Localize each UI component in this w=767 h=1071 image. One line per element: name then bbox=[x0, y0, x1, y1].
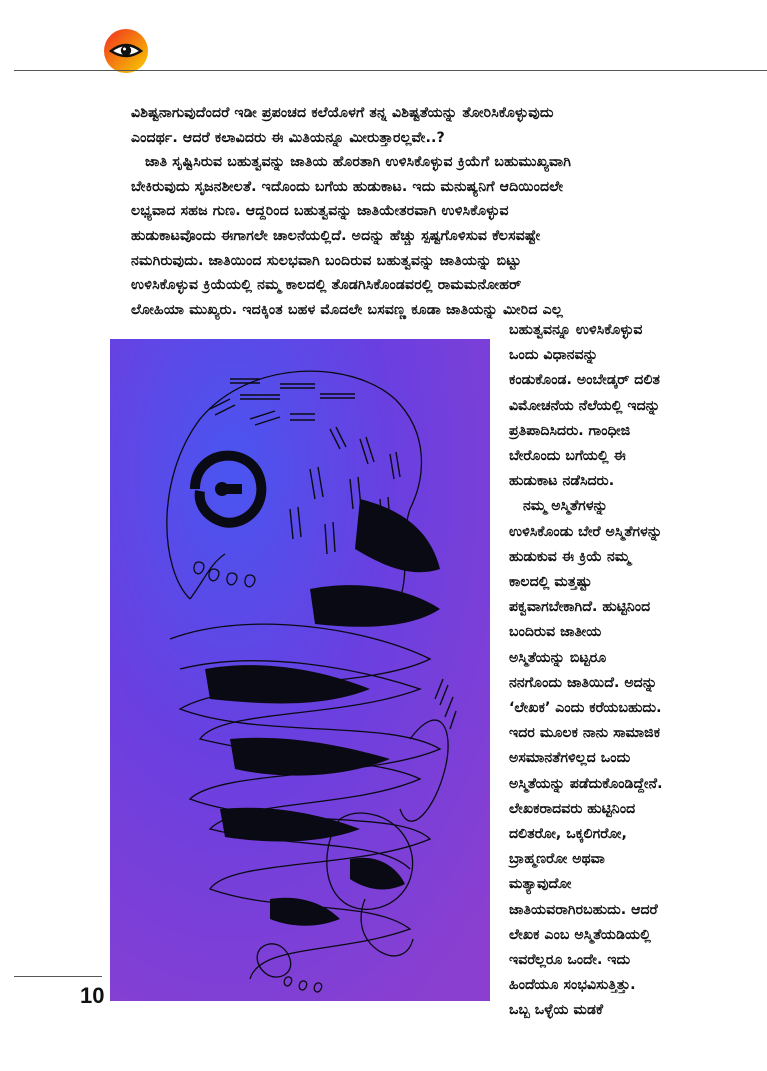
side-line: ಇದರ ಮೂಲಕ ನಾನು ಸಾಮಾಜಿಕ bbox=[509, 725, 661, 742]
side-line: ವಿಮೋಚನೆಯ ನೆಲೆಯಲ್ಲಿ ಇದನ್ನು bbox=[509, 397, 661, 414]
side-line: ಉಳಿಸಿಕೊಂಡು ಬೇರೆ ಅಸ್ಮಿತೆಗಳನ್ನು bbox=[509, 523, 663, 540]
eye-icon bbox=[103, 28, 149, 74]
side-line: ಇವರೆಲ್ಲರೂ ಒಂದೇ. ಇದು bbox=[509, 952, 631, 969]
side-line: ಅಸ್ಮಿತೆಯನ್ನು ಪಡೆದುಕೊಂಡಿದ್ದೇನೆ. bbox=[509, 775, 663, 792]
side-line: ಒಂದು ವಿಧಾನವನ್ನು bbox=[509, 347, 599, 364]
footer-rule bbox=[14, 976, 102, 977]
side-line: ಹುಡುಕುವ ಈ ಕ್ರಿಯೆ ನಮ್ಮ bbox=[509, 548, 631, 565]
body-text bbox=[131, 101, 731, 322]
body-line: ಎಂದರ್ಥ. ಆದರೆ ಕಲಾವಿದರು ಈ ಮಿತಿಯನ್ನೂ ಮೀರುತ್ತಾರಲ್ಲವೇ..? bbox=[131, 129, 445, 146]
artwork-illustration bbox=[110, 339, 490, 1001]
side-line: ‘ಲೇಖಕ’ ಎಂದು ಕರೆಯಬಹುದು. bbox=[509, 700, 662, 717]
side-line: ಬೇರೊಂದು ಬಗೆಯಲ್ಲಿ ಈ bbox=[509, 448, 626, 465]
header-rule bbox=[14, 70, 767, 71]
side-line: ಪಕ್ವವಾಗಬೇಕಾಗಿದೆ. ಹುಟ್ಟಿನಿಂದ bbox=[509, 599, 651, 616]
side-line: ನಮ್ಮ ಅಸ್ಮಿತೆಗಳನ್ನು bbox=[523, 498, 608, 515]
side-line: ಲೇಖಕರಾದವರು ಹುಟ್ಟಿನಿಂದ bbox=[509, 800, 636, 817]
side-line: ನನಗೊಂದು ಜಾತಿಯಿದೆ. ಅದನ್ನು bbox=[509, 674, 658, 691]
side-line: ಹುಡುಕಾಟ ನಡೆಸಿದರು. bbox=[509, 473, 615, 490]
body-line: ಉಳಿಸಿಕೊಳ್ಳುವ ಕ್ರಿಯೆಯಲ್ಲಿ ನಮ್ಮ ಕಾಲದಲ್ಲಿ ತೊಡಗಿಸಿಕೊಂಡವರಲ್ಲಿ ರಾಮಮನೋಹರ್ bbox=[131, 277, 522, 294]
body-line: ವಿಶಿಷ್ಟನಾಗುವುದೆಂದರೆ ಇಡೀ ಪ್ರಪಂಚದ ಕಲೆಯೊಳಗೆ ತನ್ನ ವಿಶಿಷ್ಟತೆಯನ್ನು ತೋರಿಸಿಕೊಳ್ಳುವುದು bbox=[131, 105, 554, 121]
side-line: ಪ್ರತಿಪಾದಿಸಿದರು. ಗಾಂಧೀಜಿ bbox=[509, 422, 631, 439]
body-line: ಬೇಕಿರುವುದು ಸೃಜನಶೀಲತೆ. ಇದೊಂದು ಬಗೆಯ ಹುಡುಕಾಟ. ಇದು ಮನುಷ್ಯನಿಗೆ ಆದಿಯಿಂದಲೇ bbox=[131, 178, 564, 195]
side-column-text bbox=[509, 318, 759, 1024]
page-number: 10 bbox=[80, 983, 105, 1008]
side-line: ಅಸಮಾನತೆಗಳಿಲ್ಲದ ಒಂದು bbox=[509, 750, 631, 767]
side-line: ಬಹುತ್ವವನ್ನೂ ಉಳಿಸಿಕೊಳ್ಳುವ bbox=[509, 322, 643, 338]
side-line: ಜಾತಿಯವರಾಗಿರಬಹುದು. ಆದರೆ bbox=[509, 901, 658, 918]
side-line: ಕಂಡುಕೊಂಡ. ಅಂಬೇಡ್ಕರ್ ದಲಿತ bbox=[509, 372, 661, 389]
side-line: ಕಾಲದಲ್ಲಿ ಮತ್ತಷ್ಟು bbox=[509, 574, 592, 591]
side-line: ಒಬ್ಬ ಒಳ್ಳೆಯ ಮಡಕೆ bbox=[509, 1002, 604, 1019]
body-line: ಲೋಹಿಯಾ ಮುಖ್ಯರು. ಇದಕ್ಕಿಂತ ಬಹಳ ಮೊದಲೇ ಬಸವಣ್ಣ ಕೂಡಾ ಜಾತಿಯನ್ನು ಮೀರಿದ ಎಲ್ಲ bbox=[131, 301, 563, 318]
side-line: ದಲಿತರೋ, ಒಕ್ಕಲಿಗರೋ, bbox=[509, 826, 627, 843]
side-line: ಬಂದಿರುವ ಜಾತೀಯ bbox=[509, 624, 602, 641]
body-line: ನಮಗಿರುವುದು. ಜಾತಿಯಿಂದ ಸುಲಭವಾಗಿ ಬಂದಿರುವ ಬಹುತ್ವವನ್ನು ಜಾತಿಯನ್ನು ಬಿಟ್ಟು bbox=[131, 252, 522, 269]
side-line: ಲೇಖಕ ಎಂಬ ಅಸ್ಮಿತೆಯಡಿಯಲ್ಲಿ bbox=[509, 926, 651, 943]
side-line: ಅಸ್ಮಿತೆಯನ್ನು ಬಿಟ್ಟರೂ bbox=[509, 649, 607, 666]
side-line: ಹಿಂದೆಯೂ ಸಂಭವಿಸುತ್ತಿತ್ತು. bbox=[509, 977, 636, 994]
body-line: ಜಾತಿ ಸೃಷ್ಟಿಸಿರುವ ಬಹುತ್ವವನ್ನು ಜಾತಿಯ ಹೊರತಾಗಿ ಉಳಿಸಿಕೊಳ್ಳುವ ಕ್ರಿಯೆಗೆ ಬಹುಮುಖ್ಯವಾಗಿ bbox=[145, 154, 572, 171]
side-line: ಬ್ರಾಹ್ಮಣರೋ ಅಥವಾ bbox=[509, 851, 605, 868]
body-line: ಲಭ್ಯವಾದ ಸಹಜ ಗುಣ. ಆದ್ದರಿಂದ ಬಹುತ್ವವನ್ನು ಜಾತಿಯೇತರವಾಗಿ ಉಳಿಸಿಕೊಳ್ಳುವ bbox=[131, 203, 509, 220]
side-line: ಮತ್ಯಾವುದೋ bbox=[509, 876, 572, 893]
body-line: ಹುಡುಕಾಟವೊಂದು ಈಗಾಗಲೇ ಚಾಲನೆಯಲ್ಲಿದೆ. ಅದನ್ನು ಹೆಚ್ಚು ಸ್ಪಷ್ಟಗೊಳಿಸುವ ಕೆಲಸವಷ್ಟೇ bbox=[131, 227, 541, 244]
